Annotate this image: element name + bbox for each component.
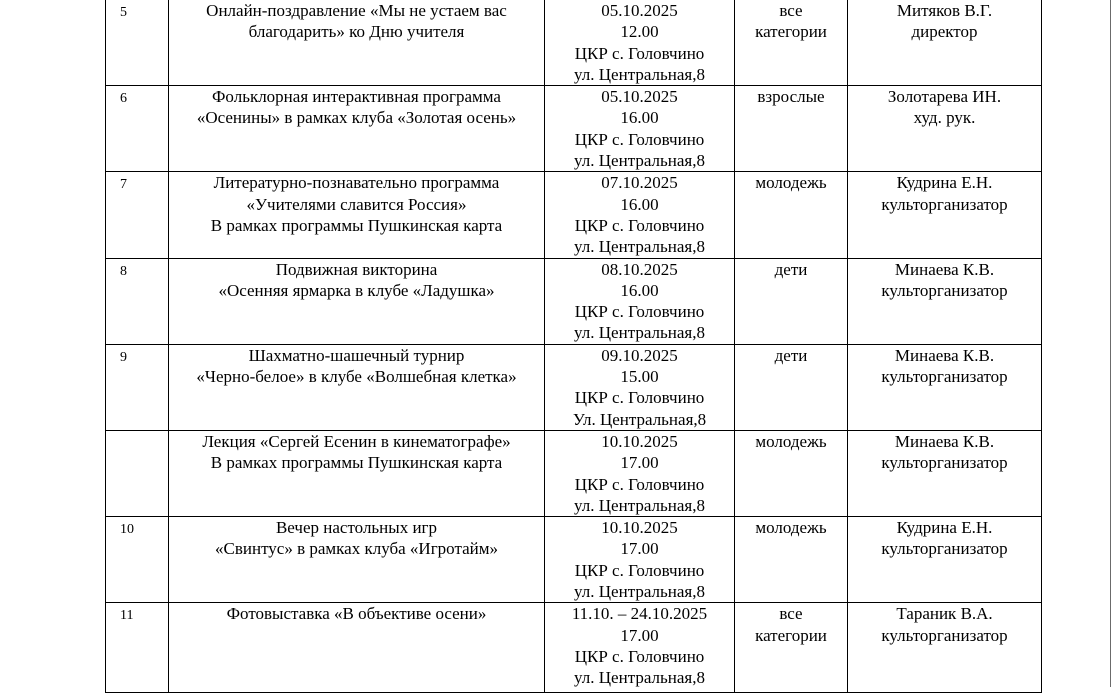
- event-title-cell: [169, 0, 545, 86]
- audience-cell: [735, 517, 848, 603]
- audience-cell: [735, 430, 848, 516]
- event-title-cell: [169, 344, 545, 430]
- cell-line: Минаева К.В.: [894, 345, 995, 365]
- table-row: [106, 258, 1042, 344]
- event-title-cell: [169, 86, 545, 172]
- cell-line: «Черно-белое» в клубе «Волшебная клетка»: [196, 367, 517, 387]
- cell-line: культорганизатор: [881, 367, 1008, 387]
- cell-line: Тараник В.А.: [896, 604, 993, 624]
- cell-line: ЦКР с. Головчино: [574, 388, 705, 408]
- audience-cell: [735, 603, 848, 693]
- cell-line: ул. Центральная,8: [574, 582, 705, 602]
- cell-line: «Свинтус» в рамках клуба «Игротайм»: [215, 539, 498, 559]
- cell-line: молодежь: [755, 431, 827, 451]
- cell-line: ЦКР с. Головчино: [574, 129, 705, 149]
- cell-line: 09.10.2025: [601, 345, 678, 365]
- row-number-cell: 11: [106, 603, 169, 693]
- cell-line: все: [779, 1, 803, 20]
- cell-line: дети: [774, 345, 808, 365]
- cell-line: директор: [911, 22, 978, 42]
- cell-line: ЦКР с. Головчино: [574, 474, 705, 494]
- cell-line: культорганизатор: [881, 280, 1008, 300]
- cell-line: худ. рук.: [913, 108, 976, 128]
- event-title-cell: [169, 517, 545, 603]
- date-place-cell: [545, 172, 735, 258]
- cell-line: 17.00: [620, 539, 659, 559]
- event-title-cell: [169, 603, 545, 693]
- cell-line: ЦКР с. Головчино: [574, 646, 705, 666]
- cell-line: «Осенняя ярмарка в клубе «Ладушка»: [218, 280, 495, 300]
- cell-line: Золотарева ИН.: [887, 87, 1002, 107]
- responsible-cell: [848, 603, 1042, 693]
- audience-cell: [735, 86, 848, 172]
- cell-line: Кудрина Е.Н.: [896, 173, 993, 193]
- cell-line: ул. Центральная,8: [574, 64, 705, 84]
- date-place-cell: [545, 430, 735, 516]
- responsible-cell: [848, 258, 1042, 344]
- date-place-cell: [545, 0, 735, 86]
- event-title-cell: [169, 172, 545, 258]
- cell-line: 17.00: [620, 625, 659, 645]
- table-row: [106, 344, 1042, 430]
- cell-line: «Учителями славится Россия»: [246, 194, 467, 214]
- row-number-cell: 8: [106, 258, 169, 344]
- table-row: [106, 517, 1042, 603]
- cell-line: благодарить» ко Дню учителя: [248, 22, 465, 42]
- cell-line: Подвижная викторина: [275, 259, 438, 279]
- cell-line: Лекция «Сергей Есенин в кинематографе»: [202, 431, 511, 451]
- cell-line: ЦКР с. Головчино: [574, 215, 705, 235]
- cell-line: ЦКР с. Головчино: [574, 560, 705, 580]
- responsible-cell: [848, 344, 1042, 430]
- audience-cell: [735, 0, 848, 86]
- cell-line: 11.10. – 24.10.2025: [571, 604, 708, 624]
- cell-line: 05.10.2025: [601, 87, 678, 107]
- cell-line: культорганизатор: [881, 539, 1008, 559]
- cell-line: культорганизатор: [881, 194, 1008, 214]
- cell-line: 17.00: [620, 453, 659, 473]
- event-title-cell: [169, 258, 545, 344]
- cell-line: 07.10.2025: [601, 173, 678, 193]
- table-row: [106, 172, 1042, 258]
- row-number-cell: 7: [106, 172, 169, 258]
- row-number-cell: [106, 430, 169, 516]
- cell-line: 16.00: [620, 280, 659, 300]
- cell-line: культорганизатор: [881, 625, 1008, 645]
- table-row: [106, 603, 1042, 693]
- events-table-body: [106, 0, 1042, 693]
- cell-line: 08.10.2025: [601, 259, 678, 279]
- cell-line: 16.00: [620, 194, 659, 214]
- date-place-cell: [545, 517, 735, 603]
- cell-line: Вечер настольных игр: [275, 518, 438, 538]
- page-edge-divider: [1110, 0, 1111, 687]
- date-place-cell: [545, 258, 735, 344]
- event-title-cell: [169, 430, 545, 516]
- cell-line: категории: [755, 22, 827, 42]
- cell-line: 10.10.2025: [601, 431, 678, 451]
- cell-line: ул. Центральная,8: [574, 237, 705, 257]
- cell-line: Фольклорная интерактивная программа: [212, 87, 501, 107]
- date-place-cell: [545, 344, 735, 430]
- cell-line: 16.00: [620, 108, 659, 128]
- audience-cell: [735, 344, 848, 430]
- cell-line: молодежь: [755, 173, 827, 193]
- cell-line: «Осенины» в рамках клуба «Золотая осень»: [196, 108, 517, 128]
- cell-line: ул. Центральная,8: [574, 668, 705, 688]
- cell-line: дети: [774, 259, 808, 279]
- cell-line: категории: [755, 625, 827, 645]
- responsible-cell: [848, 430, 1042, 516]
- cell-line: Минаева К.В.: [894, 431, 995, 451]
- cell-line: 12.00: [620, 22, 659, 42]
- cell-line: ул. Центральная,8: [574, 495, 705, 515]
- cell-line: 15.00: [620, 367, 659, 387]
- cell-line: Минаева К.В.: [894, 259, 995, 279]
- cell-line: Кудрина Е.Н.: [896, 518, 993, 538]
- cell-line: Ул. Центральная,8: [572, 409, 707, 429]
- row-number-cell: 9: [106, 344, 169, 430]
- events-table: [105, 0, 1042, 693]
- cell-line: Шахматно-шашечный турнир: [248, 345, 465, 365]
- table-row: [106, 0, 1042, 86]
- cell-line: ЦКР с. Головчино: [574, 302, 705, 322]
- date-place-cell: [545, 86, 735, 172]
- responsible-cell: [848, 86, 1042, 172]
- cell-line: культорганизатор: [881, 453, 1008, 473]
- responsible-cell: [848, 0, 1042, 86]
- cell-line: ул. Центральная,8: [574, 323, 705, 343]
- audience-cell: [735, 258, 848, 344]
- cell-line: молодежь: [755, 518, 827, 538]
- responsible-cell: [848, 517, 1042, 603]
- cell-line: В рамках программы Пушкинская карта: [210, 453, 503, 473]
- row-number-cell: 10: [106, 517, 169, 603]
- date-place-cell: [545, 603, 735, 693]
- cell-line: Митяков В.Г.: [896, 1, 993, 20]
- cell-line: 10.10.2025: [601, 518, 678, 538]
- cell-line: все: [779, 604, 803, 624]
- row-number-cell: 6: [106, 86, 169, 172]
- cell-line: Фотовыставка «В объективе осени»: [226, 604, 487, 624]
- audience-cell: [735, 172, 848, 258]
- row-number-cell: 5: [106, 0, 169, 86]
- cell-line: ЦКР с. Головчино: [574, 43, 705, 63]
- cell-line: Литературно-познавательно программа: [213, 173, 500, 193]
- cell-line: взрослые: [757, 87, 825, 107]
- cell-line: В рамках программы Пушкинская карта: [210, 215, 503, 235]
- cell-line: ул. Центральная,8: [574, 151, 705, 171]
- cell-line: 05.10.2025: [601, 1, 678, 20]
- table-row: [106, 86, 1042, 172]
- cell-line: Онлайн-поздравление «Мы не устаем вас: [206, 1, 507, 20]
- table-row: [106, 430, 1042, 516]
- responsible-cell: [848, 172, 1042, 258]
